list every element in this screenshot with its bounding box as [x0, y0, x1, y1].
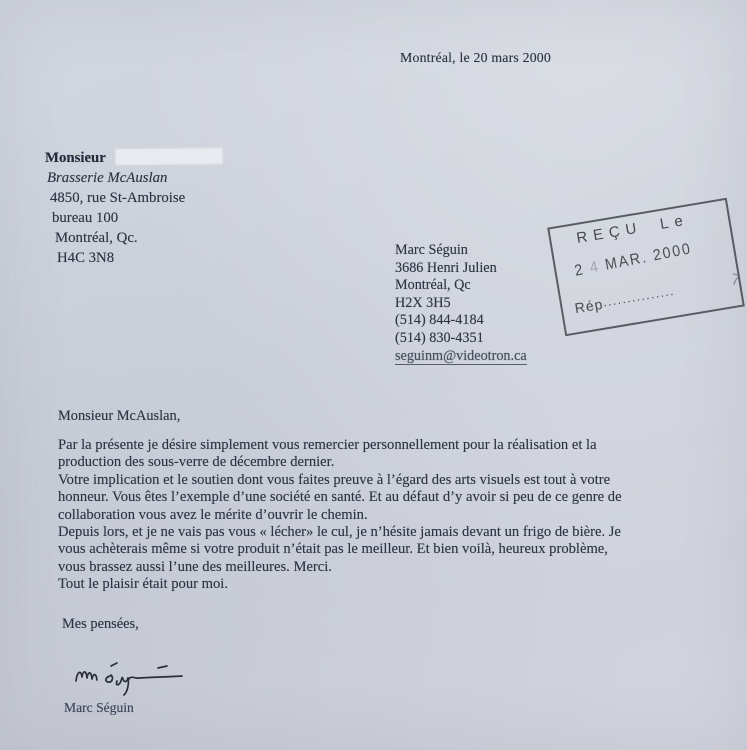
sender-email: seguinm@videotron.ca [395, 347, 527, 364]
stamp-date: 2 4 MAR. 2000 [573, 240, 694, 280]
sender-name: Marc Séguin [395, 242, 468, 258]
recipient-city: Montréal, Qc. [55, 230, 138, 246]
sender-contact-block [395, 242, 527, 365]
body-line: Tout le plaisir était pour moi. [58, 576, 229, 593]
greeting-line: Monsieur McAuslan, [58, 408, 181, 424]
body-line: honneur. Vous êtes l’exemple d’une société en santé. Et au défaut d’y avoir si peu de ce genre de [58, 489, 622, 506]
body-line: vous achèterais même si votre produit n’était pas le meilleur. Et bien voilà, heureux problème, [58, 541, 608, 558]
recipient-address-block [45, 148, 222, 268]
stamp-dotted-leader: ............... [601, 283, 676, 310]
sender-postal-code: H2X 3H5 [395, 294, 451, 311]
recipient-suite: bureau 100 [52, 210, 119, 226]
stamp-reply-line: Rép............... [573, 283, 676, 317]
body-line: vous brassez aussi l’une des meilleures. Merci. [58, 558, 332, 575]
redacted-name [116, 148, 222, 164]
recipient-company: Brasserie McAuslan [47, 170, 168, 186]
pen-mark: 7 [729, 271, 742, 290]
body-line: production des sous-verre de décembre dernier. [58, 454, 335, 471]
recipient-street: 4850, rue St-Ambroise [50, 190, 186, 206]
received-stamp [549, 196, 747, 346]
date-line: Montréal, le 20 mars 2000 [400, 50, 551, 65]
body-line: Votre implication et le soutien dont vous faites preuve à l’égard des arts visuels est tout à votre [58, 471, 611, 488]
body-line: collaboration vous avez le mérite d’ouvrir le chemin. [58, 506, 368, 523]
recipient-salutation: Monsieur [45, 150, 106, 166]
sender-phone-1: (514) 844-4184 [395, 312, 484, 329]
stamp-received-label: REÇU Le [575, 211, 690, 247]
body-line: Par la présente je désire simplement vous remercier personnellement pour la réalisation et la [58, 437, 597, 453]
signature-scribble [70, 652, 205, 696]
handwritten-signature [70, 652, 205, 701]
stamp-border [547, 198, 745, 337]
letter-body [58, 437, 718, 594]
sender-phone-2: (514) 830-4351 [395, 329, 484, 346]
recipient-salutation-line [45, 148, 222, 168]
typed-signature-name: Marc Séguin [64, 700, 134, 715]
closing-line: Mes pensées, [62, 616, 139, 632]
sender-city: Montréal, Qc [395, 277, 471, 294]
sender-street: 3686 Henri Julien [395, 259, 497, 276]
recipient-postal-code: H4C 3N8 [57, 250, 115, 266]
body-line: Depuis lors, et je ne vais pas vous « lécher» le cul, je n’hésite jamais devant un frigo de bière. Je [58, 524, 621, 541]
